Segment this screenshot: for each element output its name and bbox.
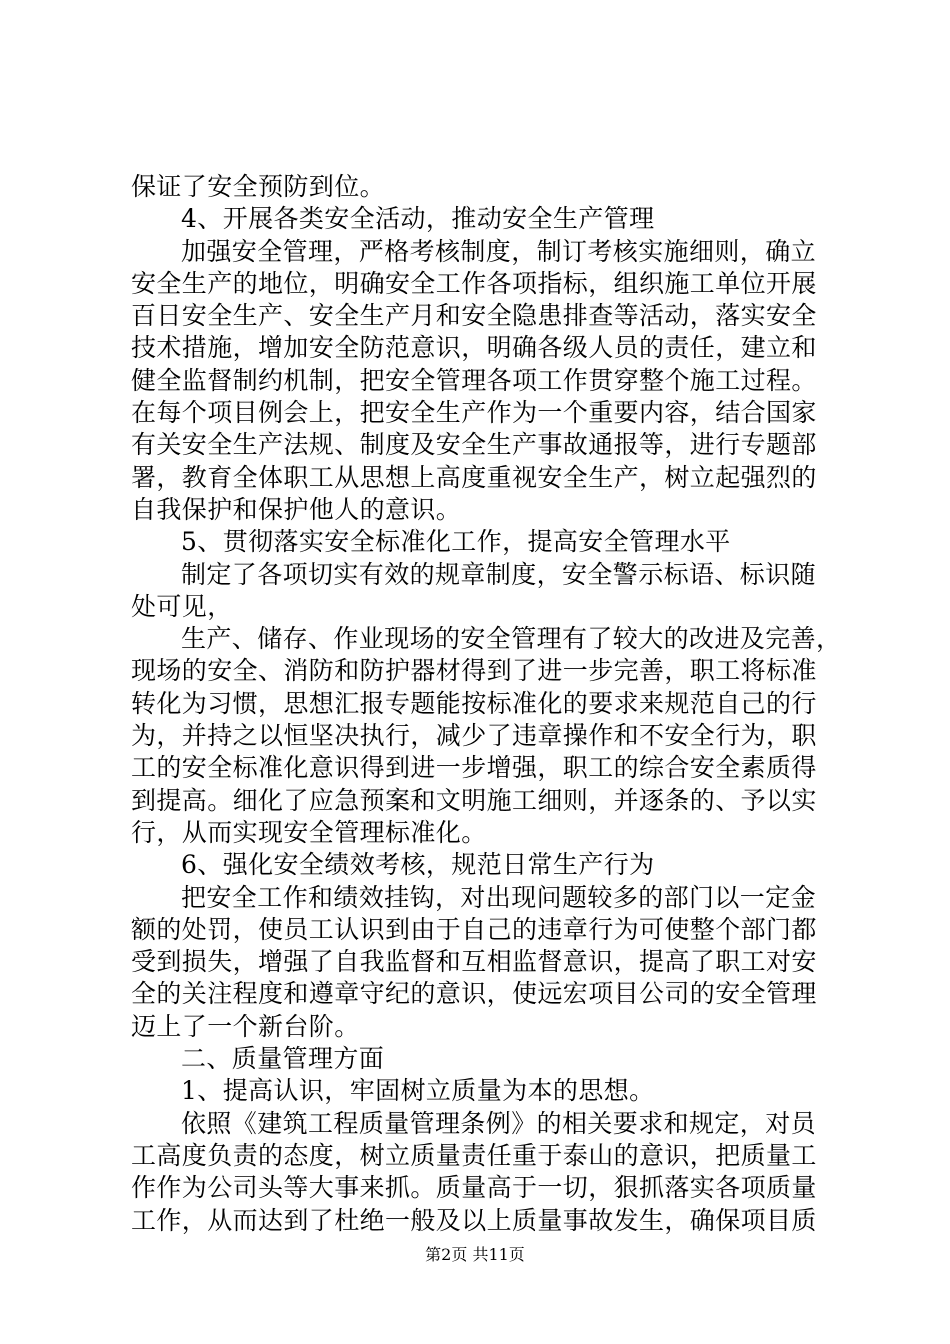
text-line: 百日安全生产、安全生产月和安全隐患排查等活动，落实安全 [131,301,817,331]
text-line: 保证了安全预防到位。 [131,172,386,201]
text-line: 现场的安全、消防和防护器材得到了进一步完善，职工将标准 [131,656,817,686]
text-line: 为，并持之以恒坚决执行，减少了违章操作和不安全行为，职 [131,721,817,751]
text-line: 安全生产的地位，明确安全工作各项指标，组织施工单位开展 [131,268,817,298]
text-line: 6、强化安全绩效考核，规范日常生产行为 [181,850,655,880]
text-line: 工高度负责的态度，树立质量责任重于泰山的意识，把质量工 [131,1140,817,1170]
text-line: 受到损失，增强了自我监督和互相监督意识，提高了职工对安 [131,947,817,977]
text-line: 5、贯彻落实安全标准化工作，提高安全管理水平 [181,527,731,557]
text-line: 技术措施，增加安全防范意识，明确各级人员的责任，建立和 [131,333,817,363]
text-line: 迈上了一个新台阶。 [131,1011,360,1041]
page-number-label: 第2页 共11页 [425,1245,525,1264]
text-line: 工的安全标准化意识得到进一步增强，职工的综合安全素质得 [131,753,817,783]
text-line: 署，教育全体职工从思想上高度重视安全生产，树立起强烈的 [131,462,817,492]
text-line: 加强安全管理，严格考核制度，制订考核实施细则，确立 [181,236,817,266]
text-line: 健全监督制约机制，把安全管理各项工作贯穿整个施工过程。 [131,365,817,395]
text-line: 到提高。细化了应急预案和文明施工细则，并逐条的、予以实 [131,785,817,815]
text-line: 生产、储存、作业现场的安全管理有了较大的改进及完善， [181,624,842,654]
text-line: 自我保护和保护他人的意识。 [131,494,462,524]
text-line: 有关安全生产法规、制度及安全生产事故通报等，进行专题部 [131,430,817,460]
text-line: 处可见， [131,591,233,621]
text-line: 全的关注程度和遵章守纪的意识，使远宏项目公司的安全管理 [131,979,817,1009]
text-line: 行，从而实现安全管理标准化。 [131,817,487,847]
text-line: 转化为习惯，思想汇报专题能按标准化的要求来规范自己的行 [131,688,817,718]
text-line: 作作为公司头等大事来抓。质量高于一切，狠抓落实各项质量 [131,1173,817,1203]
text-line: 4、开展各类安全活动，推动安全生产管理 [181,204,655,234]
text-line: 在每个项目例会上，把安全生产作为一个重要内容，结合国家 [131,398,817,428]
document-body [131,171,842,1237]
text-line: 二、质量管理方面 [181,1044,385,1074]
text-line: 制定了各项切实有效的规章制度，安全警示标语、标识随 [181,559,817,589]
text-line: 1、提高认识，牢固树立质量为本的思想。 [181,1076,655,1106]
page-footer [0,1245,950,1265]
text-line: 工作，从而达到了杜绝一般及以上质量事故发生，确保项目质 [131,1205,817,1235]
text-line: 依照《建筑工程质量管理条例》的相关要求和规定，对员 [181,1108,817,1138]
text-line: 额的处罚，使员工认识到由于自己的违章行为可使整个部门都 [131,914,817,944]
text-line: 把安全工作和绩效挂钩，对出现问题较多的部门以一定金 [181,882,817,912]
